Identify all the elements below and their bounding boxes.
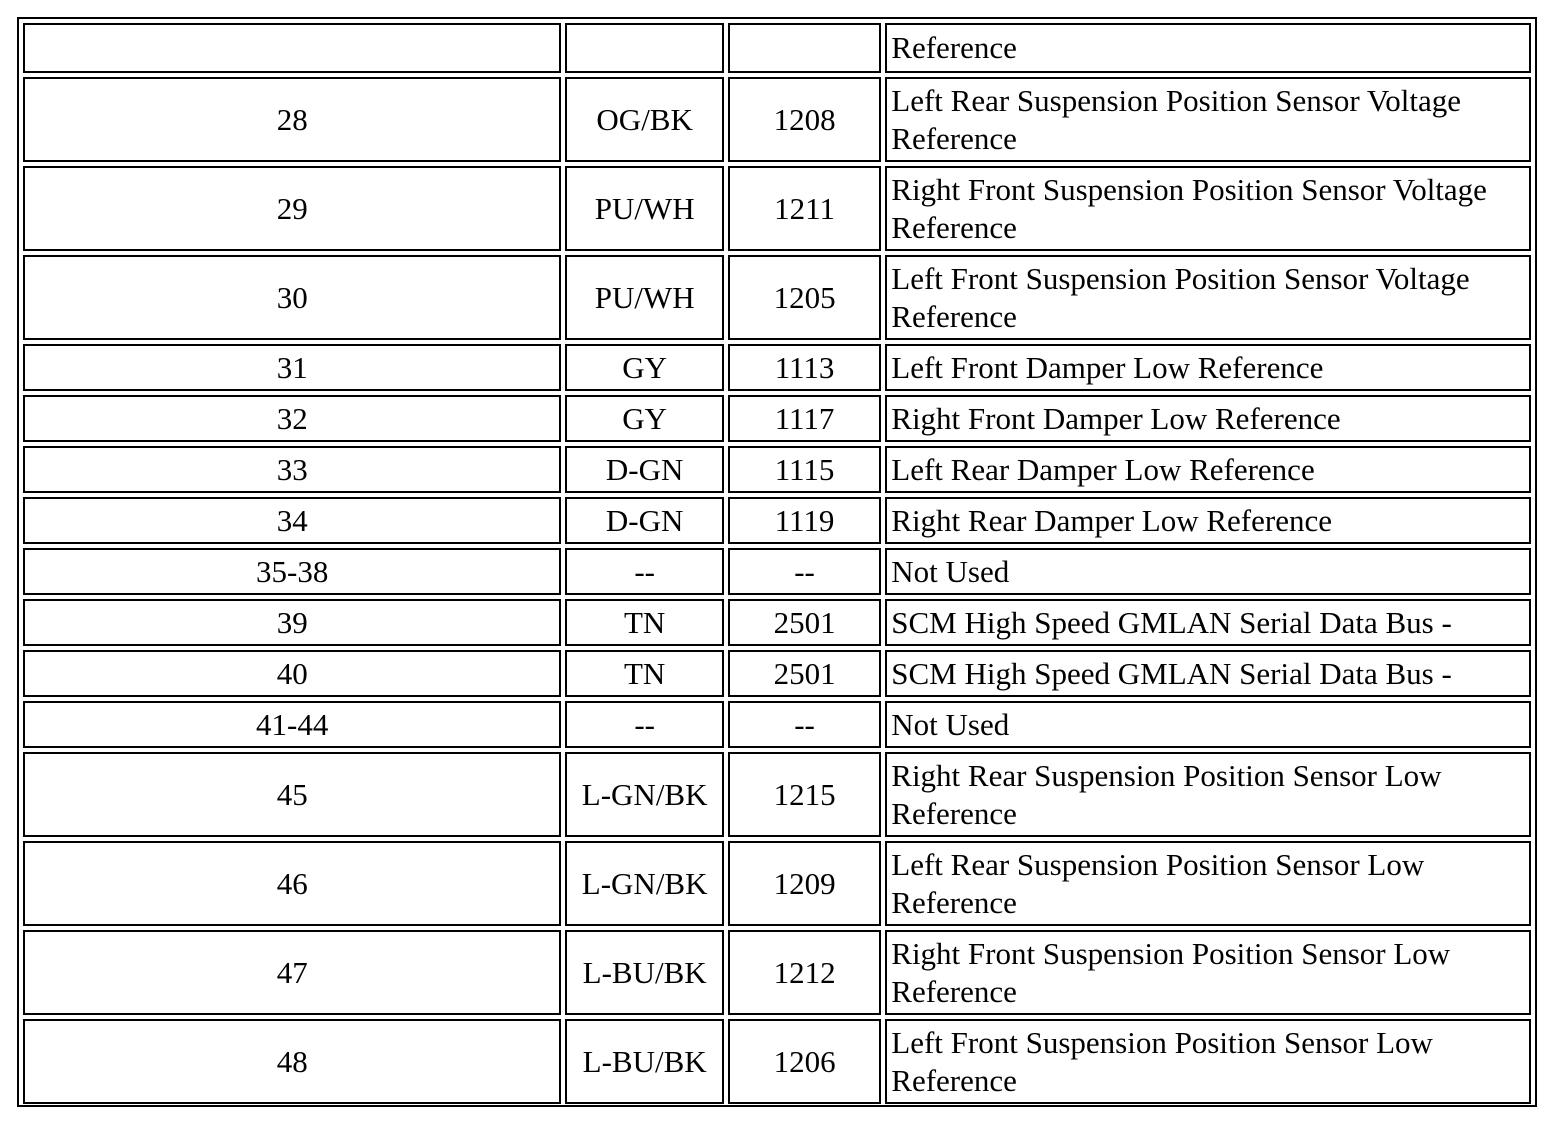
table-row	[23, 23, 1531, 73]
circuit-number-cell: 1119	[728, 497, 881, 544]
table-row	[23, 752, 1531, 837]
pin-cell: 35-38	[23, 548, 561, 595]
function-cell: Right Front Suspension Position Sensor Low Reference	[885, 930, 1531, 1015]
wire-color-cell: L-GN/BK	[565, 841, 723, 926]
function-cell: Right Rear Damper Low Reference	[885, 497, 1531, 544]
table-row	[23, 395, 1531, 442]
pin-cell: 33	[23, 446, 561, 493]
pin-cell: 40	[23, 650, 561, 697]
table-row	[23, 930, 1531, 1015]
table-row	[23, 446, 1531, 493]
circuit-number-cell: 1205	[728, 255, 881, 340]
wire-color-cell: L-BU/BK	[565, 1019, 723, 1104]
circuit-number-cell: 1115	[728, 446, 881, 493]
pin-cell: 48	[23, 1019, 561, 1104]
circuit-number-cell: 1206	[728, 1019, 881, 1104]
wire-color-cell: OG/BK	[565, 77, 723, 162]
circuit-number-cell: 1117	[728, 395, 881, 442]
function-cell: Right Front Damper Low Reference	[885, 395, 1531, 442]
table-row	[23, 255, 1531, 340]
wire-color-cell: --	[565, 548, 723, 595]
circuit-number-cell: 1208	[728, 77, 881, 162]
circuit-number-cell: 1113	[728, 344, 881, 391]
table-row	[23, 1019, 1531, 1104]
wire-color-cell: --	[565, 701, 723, 748]
function-cell: Left Rear Suspension Position Sensor Voltage Reference	[885, 77, 1531, 162]
function-cell: Not Used	[885, 548, 1531, 595]
circuit-number-cell: 1211	[728, 166, 881, 251]
pin-cell: 46	[23, 841, 561, 926]
wire-color-cell: L-GN/BK	[565, 752, 723, 837]
pin-cell: 30	[23, 255, 561, 340]
function-cell: Left Front Suspension Position Sensor Voltage Reference	[885, 255, 1531, 340]
pin-cell: 34	[23, 497, 561, 544]
pin-cell: 31	[23, 344, 561, 391]
pin-cell	[23, 23, 561, 73]
circuit-number-cell: --	[728, 701, 881, 748]
function-cell: Not Used	[885, 701, 1531, 748]
table-row	[23, 77, 1531, 162]
wire-color-cell: L-BU/BK	[565, 930, 723, 1015]
wire-color-cell: TN	[565, 650, 723, 697]
wire-color-cell: D-GN	[565, 446, 723, 493]
wire-color-cell: PU/WH	[565, 166, 723, 251]
table-row	[23, 497, 1531, 544]
function-cell: Left Rear Suspension Position Sensor Low Reference	[885, 841, 1531, 926]
table-row	[23, 701, 1531, 748]
pin-cell: 45	[23, 752, 561, 837]
pin-cell: 39	[23, 599, 561, 646]
table-row	[23, 344, 1531, 391]
function-cell: SCM High Speed GMLAN Serial Data Bus -	[885, 650, 1531, 697]
circuit-number-cell	[728, 23, 881, 73]
wire-color-cell	[565, 23, 723, 73]
circuit-number-cell: --	[728, 548, 881, 595]
table-body	[23, 23, 1531, 1104]
function-cell: Left Front Damper Low Reference	[885, 344, 1531, 391]
wire-color-cell: GY	[565, 395, 723, 442]
table-row	[23, 599, 1531, 646]
function-cell: Left Front Suspension Position Sensor Low Reference	[885, 1019, 1531, 1104]
pin-cell: 29	[23, 166, 561, 251]
circuit-number-cell: 2501	[728, 599, 881, 646]
function-cell: Left Rear Damper Low Reference	[885, 446, 1531, 493]
circuit-number-cell: 1215	[728, 752, 881, 837]
pin-cell: 32	[23, 395, 561, 442]
wire-color-cell: PU/WH	[565, 255, 723, 340]
table-row	[23, 841, 1531, 926]
wire-color-cell: D-GN	[565, 497, 723, 544]
pin-cell: 47	[23, 930, 561, 1015]
circuit-number-cell: 1212	[728, 930, 881, 1015]
wire-color-cell: TN	[565, 599, 723, 646]
circuit-number-cell: 1209	[728, 841, 881, 926]
function-cell: Reference	[885, 23, 1531, 73]
circuit-number-cell: 2501	[728, 650, 881, 697]
pin-cell: 41-44	[23, 701, 561, 748]
function-cell: SCM High Speed GMLAN Serial Data Bus -	[885, 599, 1531, 646]
pin-cell: 28	[23, 77, 561, 162]
function-cell: Right Front Suspension Position Sensor Voltage Reference	[885, 166, 1531, 251]
wire-color-cell: GY	[565, 344, 723, 391]
connector-pinout-table	[19, 19, 1535, 1108]
table-row	[23, 650, 1531, 697]
table-row	[23, 548, 1531, 595]
table-row	[23, 166, 1531, 251]
function-cell: Right Rear Suspension Position Sensor Low Reference	[885, 752, 1531, 837]
